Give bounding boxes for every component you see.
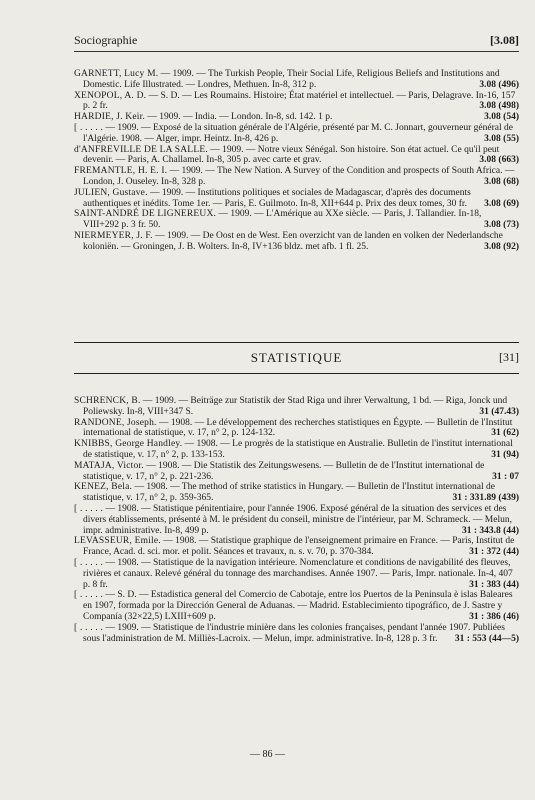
entry-classification: 31 : 383 (44) xyxy=(469,579,519,590)
entry-author: GARNETT, Lucy M. xyxy=(74,69,159,79)
entry-classification: 31 : 386 (46) xyxy=(469,611,519,622)
entry-author: d'ANFREVILLE DE LA SALLE. xyxy=(74,144,208,155)
bibliography-entry xyxy=(74,231,519,253)
entry-text: — 1908. — Statistique de la navigation intérieure. Nomenclature et conditions de navigabilité des fleuves, rivières et canaux. Relevé général du tonnage des marchandises. Année 1907. — Paris, Impr. nationale. In-4, 407 p. 8 fr. xyxy=(83,557,513,590)
bibliography-entry xyxy=(74,112,519,123)
entry-classification: 31 (62) xyxy=(491,428,519,439)
entry-author: LEVASSEUR, Emile. xyxy=(74,536,161,547)
header-rule xyxy=(74,51,519,52)
bibliography-entry xyxy=(74,504,519,536)
section-number: [31] xyxy=(499,350,519,364)
entry-classification: 31 : 07 xyxy=(492,471,519,482)
entry-text: — 1909. — Exposé de la situation générale de l'Algérie, présenté par M. C. Jonnart, gouverneur général de l'Algérie. 1908. — Alger, impr. Heintz. In-8, 426 p. xyxy=(83,122,513,144)
entry-author: [ . . . . . xyxy=(74,122,104,133)
entries-top xyxy=(74,69,519,253)
entry-text: — 1908. — Le développement des recherches statistiques en Égypte. — Bulletin de l'Institut international de statistique, v. 17, n° 2, p. 124-132. xyxy=(83,417,513,439)
bibliography-entry xyxy=(74,69,519,91)
bibliography-entry xyxy=(74,209,519,231)
entry-author: [ . . . . . xyxy=(74,622,104,633)
bibliography-entry xyxy=(74,590,519,622)
running-head-section-number: [3.08] xyxy=(490,33,519,47)
section-heading xyxy=(74,342,519,374)
bibliography-entry xyxy=(74,439,519,461)
entry-classification: 3.08 (92) xyxy=(484,241,519,252)
bibliography-entry xyxy=(74,461,519,483)
entry-text: — 1909. — L'Amérique au XXe siècle. — Paris, J. Tallandier. In-18, VIII+292 p. 3 fr. 50. xyxy=(83,209,482,231)
entry-author: SAINT-ANDRÉ DE LIGNEREUX. xyxy=(74,209,217,220)
entry-author: [ . . . . . xyxy=(74,503,104,514)
entry-text: — 1909. — The Turkish People, Their Social Life, Religious Beliefs and Institutions and Domestic. Life Illustrated. — Londres, Methuen. In-8, 312 p. xyxy=(83,69,500,90)
entry-author: RANDONE, Joseph. xyxy=(74,417,157,428)
entry-classification: 3.08 (69) xyxy=(484,198,519,209)
entry-classification: 3.08 (55) xyxy=(484,133,519,144)
bibliography-entry xyxy=(74,123,519,145)
bibliography-entry xyxy=(74,623,519,645)
entry-author: KNIBBS, George Handley. xyxy=(74,439,183,450)
entry-classification: 3.08 (663) xyxy=(479,155,519,166)
entry-text: — 1909. — Institutions politiques et sociales de Madagascar, d'après des documents authentiques et inédits. Tome 1er. — Paris, E. Guilmoto. In-8, XII+644 p. Prix des deux tomes, 30 fr. xyxy=(83,187,471,209)
entry-author: [ . . . . . xyxy=(74,557,104,568)
bibliography-entry xyxy=(74,188,519,210)
bibliography-entry xyxy=(74,396,519,418)
bibliography-entry xyxy=(74,418,519,440)
entry-classification: 3.08 (68) xyxy=(484,176,519,187)
bibliography-entry xyxy=(74,145,519,167)
entry-text: — S. D. — Les Roumains. Histoire; État matériel et intellectuel. — Paris, Delagrave. In-16, 157 p. 2 fr. xyxy=(83,90,516,112)
bibliography-entry xyxy=(74,166,519,188)
running-head-title: Sociographie xyxy=(74,33,138,47)
entry-text: — S. D. — Estadistica general del Comercio de Cabotaje, entre los Puertos de la Peninsula è islas Baleares en 1907, formada por la Dirección General de Aduanas. — Madrid. Establecimiento tipográfico, de J. Sastre y Companía (32×22,5) LXIII+609 p. xyxy=(83,590,513,622)
entry-text: — 1908. — Statistique graphique de l'enseignement primaire en France. — Paris, Institut de France, Acad. d. sci. mor. et polit. Séances et travaux, n. s. v. 70, p. 370-384. xyxy=(83,536,515,558)
entry-classification: 31 (47.43) xyxy=(479,406,519,417)
entry-text: — 1909. — De Oost en de West. Een overzicht van de landen en volken der Nederlandsche koloniën. — Groningen, J. B. Wolters. In-8, IV+136 bldz. met afb. 1 fl. 25. xyxy=(83,230,503,252)
entry-author: SCHRENCK, B. xyxy=(74,396,141,406)
entry-author: FREMANTLE, H. E. I. xyxy=(74,166,168,177)
entry-text: — 1908. — Statistique pénitentiaire, pour l'année 1906. Exposé général de la situation des services et des divers établissements, présenté à M. le président du conseil, ministre de l'intérieur, par M. Schrameck. — Melun, impr. administrative. In-8, 499 p. xyxy=(83,503,512,536)
bibliography-entry xyxy=(74,482,519,504)
section-title: STATISTIQUE xyxy=(250,350,343,365)
bibliography-entry xyxy=(74,91,519,113)
entry-classification: 31 : 343.8 (44) xyxy=(462,525,519,536)
entry-classification: 31 : 372 (44) xyxy=(469,547,519,558)
entry-classification: 3.08 (73) xyxy=(484,220,519,231)
entry-classification: 31 : 553 (44—5) xyxy=(454,633,519,644)
entry-author: JULIEN, Gustave. xyxy=(74,187,148,198)
entry-text: — 1909. — Statistique de l'industrie minière dans les colonies françaises, pendant l'année 1907. Publiées sous l'administration de M. Milliès-Lacroix. — Melun, impr. administrative. In-8, 128 p. 3 fr. xyxy=(83,622,505,644)
entry-classification: 3.08 (496) xyxy=(479,79,519,90)
entry-author: XENOPOL, A. D. xyxy=(74,90,147,101)
entry-author: [ . . . . . xyxy=(74,590,104,601)
entry-author: HARDIE, J. Keir. xyxy=(74,112,146,123)
entry-classification: 3.08 (498) xyxy=(479,101,519,112)
entry-text: — 1908. — The method of strike statistics in Hungary. — Bulletin de l'Institut international de statistique, v. 17, n° 2, p. 359-365. xyxy=(83,482,495,504)
entry-text: — 1909. — Notre vieux Sénégal. Son histoire. Son état actuel. Ce qu'il peut devenir. — Paris, A. Challamel. In-8, 305 p. avec carte et grav. xyxy=(83,144,500,166)
entry-text: — 1909. — India. — London. In-8, sd. 142. 1 p. xyxy=(145,112,333,123)
entry-author: MATAJA, Victor. xyxy=(74,460,144,471)
entry-text: — 1909. — Beiträge zur Statistik der Stad Riga und ihrer Verwaltung, 1 bd. — Riga, Jonck und Poliewsky. In-8, VIII+347 S. xyxy=(83,396,508,417)
entry-classification: 3.08 (54) xyxy=(484,112,519,123)
entry-author: NIERMEYER, J. F. xyxy=(74,230,153,241)
entry-classification: 31 : 331.89 (439) xyxy=(452,493,519,504)
page-number: — 86 — xyxy=(250,749,285,760)
bibliography-entry xyxy=(74,536,519,558)
entry-text: — 1909. — The New Nation. A Survey of the Condition and prospects of South Africa. — London, J. Ouseley. In-8, 328 p. xyxy=(83,166,515,187)
entry-author: KENEZ, Bela. xyxy=(74,482,133,493)
entry-text: — 1908. — Die Statistik des Zeitungswesens. — Bulletin de de l'Institut international de statistique, v. 17, n° 2, p. 221-236. xyxy=(83,460,485,482)
entry-classification: 31 (94) xyxy=(491,449,519,460)
entry-text: — 1908. — Le progrès de la statistique en Australie. Bulletin de l'institut international de statistique, v. 17, n° 2, p. 133-153. xyxy=(83,439,513,460)
bibliography-entry xyxy=(74,558,519,590)
entries-bottom xyxy=(74,396,519,644)
